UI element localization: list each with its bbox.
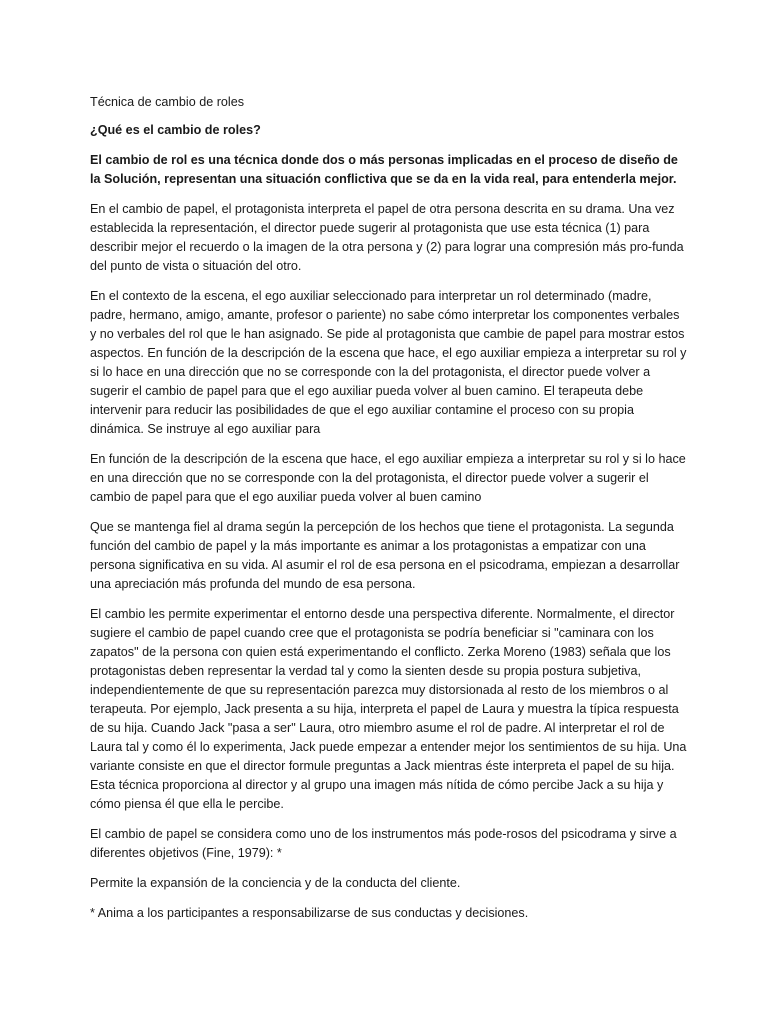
body-paragraph-3: En función de la descripción de la escena que hace, el ego auxiliar empieza a interpretar su rol y si lo hace en una dirección que no se corresponde con la del protagonista, el director puede volver a sugerir el cambio de papel para que el ego auxiliar pueda volver al buen camino (90, 452, 686, 504)
body-paragraph-5: El cambio les permite experimentar el entorno desde una perspectiva diferente. Normalmente, el director sugiere el cambio de papel cuando cree que el protagonista se podría beneficiar si "caminara con los zapatos" de la persona con quien está experimentando el conflicto. Zerka Moreno (1983) señala que los protagonistas deben representar la verdad tal y como la sienten desde su propia postura subjetiva, independientemente de que su representación parezca muy distorsionada al resto de los miembros o al terapeuta. Por ejemplo, Jack presenta a su hija, interpreta el papel de Laura y muestra la típica respuesta de su hija. Cuando Jack "pasa a ser" Laura, otro miembro asume el rol de padre. Al interpretar el rol de Laura tal y como él lo experimenta, Jack puede empezar a entender mejor los sentimientos de su hija. Una variante consiste en que el director formule preguntas a Jack mientras éste interpreta el papel de su hija. Esta técnica proporciona al director y al grupo una imagen más nítida de cómo percibe Jack a su hija y cómo piensa él que ella le percibe. (90, 607, 687, 811)
list-item-2: * Anima a los participantes a responsabilizarse de sus conductas y decisiones. (90, 906, 529, 920)
list-item-1: Permite la expansión de la conciencia y de la conducta del cliente. (90, 876, 461, 890)
definition-paragraph: El cambio de rol es una técnica donde dos o más personas implicadas en el proceso de diseño de la Solución, representan una situación conflictiva que se da en la vida real, para entenderla mejor. (90, 153, 678, 186)
body-paragraph-1: En el cambio de papel, el protagonista interpreta el papel de otra persona descrita en su drama. Una vez establecida la representación, el director puede sugerir al protagonista que use esta técnica (1) para describir mejor el recuerdo o la imagen de la otra persona y (2) para lograr una compresión más pro-funda del punto de vista o situación del otro. (90, 202, 684, 273)
body-paragraph-6: El cambio de papel se considera como uno de los instrumentos más pode-rosos del psicodrama y sirve a diferentes objetivos (Fine, 1979): * (90, 827, 677, 860)
document-title: Técnica de cambio de roles (90, 95, 245, 109)
section-heading: ¿Qué es el cambio de roles? (90, 123, 261, 137)
body-paragraph-2: En el contexto de la escena, el ego auxiliar seleccionado para interpretar un rol determinado (madre, padre, hermano, amigo, amante, profesor o pariente) no sabe cómo interpretar los componentes verbales y no verbales del rol que le han asignado. Se pide al protagonista que cambie de papel para mostrar estos aspectos. En función de la descripción de la escena que hace, el ego auxiliar empieza a interpretar su rol y si lo hace en una dirección que no se corresponde con la del protagonista, el director puede volver a sugerir el cambio de papel para que el ego auxiliar pueda volver al buen camino. El terapeuta debe intervenir para reducir las posibilidades de que el ego auxiliar contamine el proceso con su propia dinámica. Se instruye al ego auxiliar para (90, 289, 687, 436)
body-paragraph-4: Que se mantenga fiel al drama según la percepción de los hechos que tiene el protagonista. La segunda función del cambio de papel y la más importante es animar a los protagonistas a empatizar con una persona significativa en su vida. Al asumir el rol de esa persona en el psicodrama, empiezan a desarrollar una apreciación más profunda del mundo de esa persona. (90, 520, 680, 591)
